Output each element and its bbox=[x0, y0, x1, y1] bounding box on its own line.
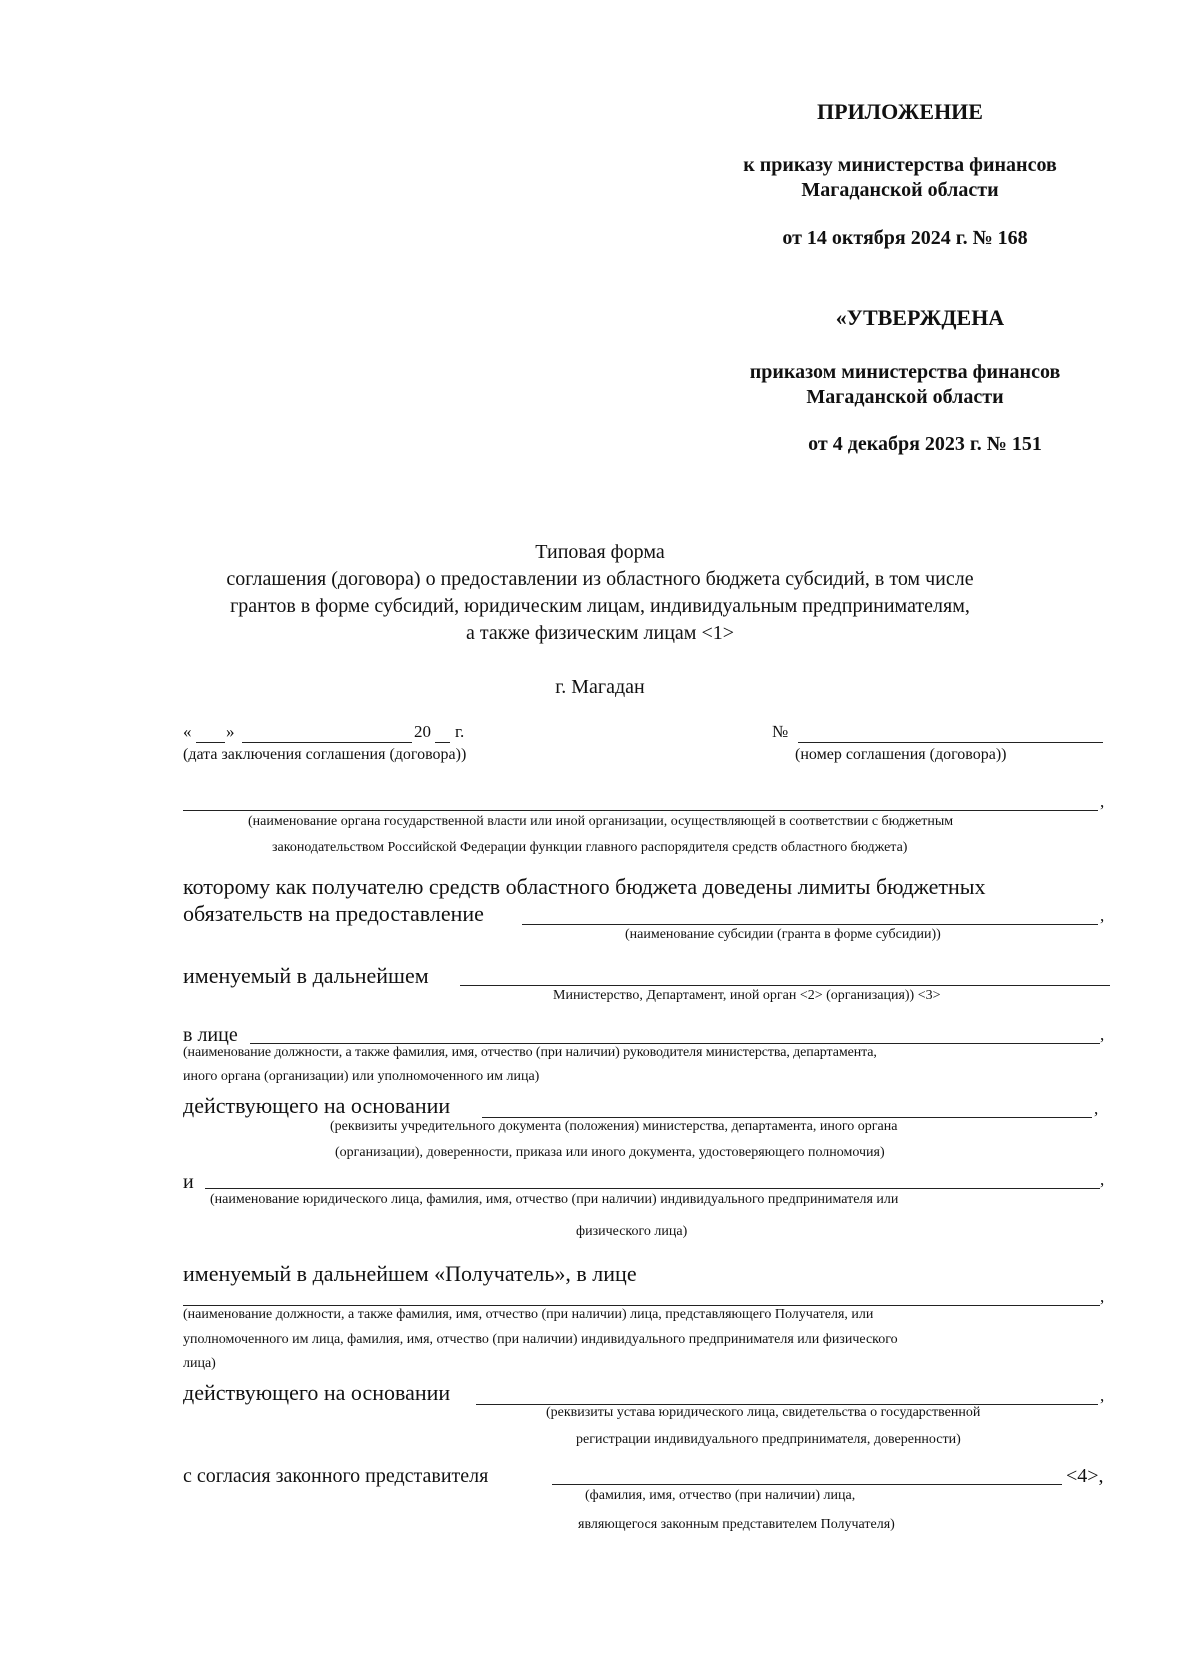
ustav-caption-2: регистрации индивидуального предпринимателя, доверенности) bbox=[576, 1432, 961, 1447]
year-prefix: 20 bbox=[414, 722, 431, 741]
recipient-comma: , bbox=[1100, 1170, 1105, 1189]
consent-1: с согласия законного представителя bbox=[183, 1465, 489, 1487]
subsidy-comma: , bbox=[1100, 906, 1105, 925]
grbs-comma: , bbox=[1100, 792, 1105, 811]
consent-note: <4>, bbox=[1066, 1465, 1104, 1487]
subsidy-name-blank[interactable] bbox=[522, 924, 1098, 925]
recipient-caption-1: (наименование юридического лица, фамилия, имя, отчество (при наличии) индивидуального предпринимателя или bbox=[210, 1192, 899, 1207]
charter-comma: , bbox=[1094, 1099, 1099, 1118]
charter-caption-1: (реквизиты учредительного документа (положения) министерства, департамента, иного органа bbox=[330, 1119, 898, 1134]
head-caption-1: (наименование должности, а также фамилия, имя, отчество (при наличии) руководителя министерства, департамента, bbox=[183, 1045, 877, 1060]
approved-title: «УТВЕРЖДЕНА bbox=[835, 305, 1005, 330]
ustav-caption-1: (реквизиты устава юридического лица, свидетельства о государственной bbox=[546, 1405, 981, 1420]
year-suffix: г. bbox=[455, 722, 465, 741]
legal-rep-blank[interactable] bbox=[552, 1484, 1062, 1485]
recipient-caption-2: физического лица) bbox=[576, 1224, 688, 1239]
approved-by-line1: приказом министерства финансов bbox=[749, 361, 1061, 383]
month-blank bbox=[242, 742, 412, 743]
charter-caption-2: (организации), доверенности, приказа или иного документа, удостоверяющего полномочия) bbox=[335, 1145, 885, 1160]
acting-1: действующего на основании bbox=[183, 1093, 451, 1118]
recipient-name-blank[interactable] bbox=[205, 1188, 1100, 1189]
approved-date: от 4 декабря 2023 г. № 151 bbox=[808, 433, 1042, 455]
legal-rep-caption-1: (фамилия, имя, отчество (при наличии) лица, bbox=[585, 1488, 856, 1503]
number-caption: (номер соглашения (договора)) bbox=[795, 746, 1007, 763]
and-word: и bbox=[183, 1171, 194, 1193]
city: г. Магадан bbox=[555, 676, 645, 698]
acting-2: действующего на основании bbox=[183, 1380, 451, 1405]
limits-line2: обязательств на предоставление bbox=[183, 901, 484, 926]
year-blank bbox=[435, 742, 450, 743]
rep-caption-2: уполномоченного им лица, фамилия, имя, отчество (при наличии) индивидуального предпринимателя или физического bbox=[183, 1332, 898, 1347]
grbs-caption-1: (наименование органа государственной власти или иной организации, осуществляющей в соответствии с бюджетным bbox=[248, 814, 954, 829]
ustav-comma: , bbox=[1100, 1386, 1105, 1405]
appendix-date: от 14 октября 2024 г. № 168 bbox=[782, 227, 1028, 249]
day-blank bbox=[196, 742, 225, 743]
rep-caption-1: (наименование должности, а также фамилия, имя, отчество (при наличии) лица, представляющего Получателя, или bbox=[183, 1307, 874, 1322]
form-title-line2: соглашения (договора) о предоставлении из областного бюджета субсидий, в том числе bbox=[226, 568, 974, 590]
appendix-to-line2: Магаданской области bbox=[801, 179, 999, 201]
subsidy-caption: (наименование субсидии (гранта в форме субсидии)) bbox=[625, 927, 941, 942]
date-caption: (дата заключения соглашения (договора)) bbox=[183, 746, 467, 763]
number-blank bbox=[798, 742, 1103, 743]
legal-rep-caption-2: являющегося законным представителем Получателя) bbox=[578, 1517, 895, 1532]
hereinafter-2: именуемый в дальнейшем «Получатель», в лице bbox=[183, 1261, 637, 1286]
appendix-to-line1: к приказу министерства финансов bbox=[743, 154, 1057, 176]
grbs-name-blank[interactable] bbox=[183, 810, 1098, 811]
number-sign: № bbox=[772, 722, 789, 741]
limits-line1: которому как получателю средств областного бюджета доведены лимиты бюджетных bbox=[183, 874, 986, 899]
ministry-caption: Министерство, Департамент, иной орган <2> (организация)) <3> bbox=[553, 988, 941, 1003]
appendix-title: ПРИЛОЖЕНИЕ bbox=[817, 99, 983, 124]
approved-by-line2: Магаданской области bbox=[806, 386, 1004, 408]
open-quote: « bbox=[183, 722, 192, 741]
head-caption-2: иного органа (организации) или уполномоченного им лица) bbox=[183, 1069, 540, 1084]
hereinafter-1: именуемый в дальнейшем bbox=[183, 963, 429, 988]
form-title-line4: а также физическим лицам <1> bbox=[465, 622, 735, 644]
rep-caption-3: лица) bbox=[183, 1356, 216, 1371]
head-comma: , bbox=[1100, 1025, 1105, 1044]
close-quote: » bbox=[226, 722, 235, 741]
form-title-line3: грантов в форме субсидий, юридическим лицам, индивидуальным предпринимателям, bbox=[230, 595, 970, 617]
grbs-caption-2: законодательством Российской Федерации функции главного распорядителя средств областного бюджета) bbox=[272, 840, 908, 855]
in-person-1: в лице bbox=[183, 1024, 238, 1046]
ministry-name-blank[interactable] bbox=[460, 985, 1110, 986]
form-title-line1: Типовая форма bbox=[535, 541, 665, 563]
representative-comma: , bbox=[1100, 1287, 1105, 1306]
